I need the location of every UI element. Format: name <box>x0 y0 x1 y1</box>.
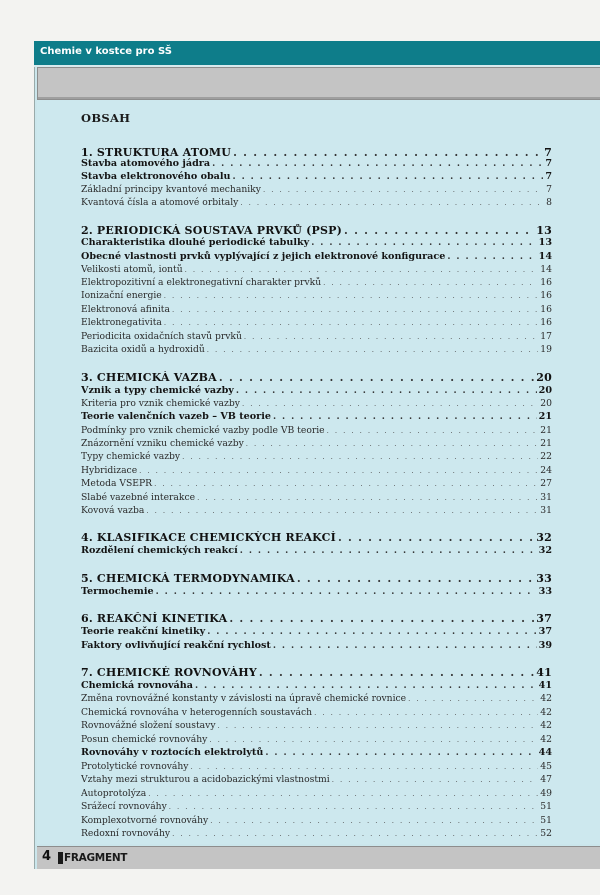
toc-entry-label: Kvantová čísla a atomové orbitaly <box>81 197 239 208</box>
toc-entry <box>81 264 552 278</box>
toc-entry-page: 16 <box>540 317 552 328</box>
toc-entry-label: 4. KLASIFIKACE CHEMICKÝCH REAKCÍ <box>81 531 336 544</box>
toc-entry-label: Vztahy mezi strukturou a acidobazickými vlastnostmi <box>81 774 330 785</box>
toc-entry-page: 44 <box>538 747 552 758</box>
toc-entry-label: Obecné vlastnosti prvků vyplývající z jejich elektronové konfigurace <box>81 251 446 262</box>
toc-entry-label: Chemická rovnováha <box>81 680 193 691</box>
toc-entry-label: Změna rovnovážné konstanty v závislosti na úpravě chemické rovnice <box>81 693 407 704</box>
toc-entry <box>81 666 552 680</box>
toc-entry-label: Vznik a typy chemické vazby <box>81 385 234 396</box>
toc-entry <box>81 505 552 519</box>
toc-entry-page: 20 <box>538 385 552 396</box>
toc-entry-page: 27 <box>540 478 552 489</box>
toc-leader-dots <box>146 507 538 515</box>
toc-entry-page: 7 <box>545 171 552 182</box>
toc-entry-page: 24 <box>540 465 552 476</box>
toc-entry <box>81 828 552 842</box>
toc-leader-dots <box>191 763 539 771</box>
toc-entry-page: 22 <box>540 451 552 462</box>
toc-entry-label: Podmínky pro vznik chemické vazby podle VB teorie <box>81 425 325 436</box>
toc-leader-dots <box>218 722 539 730</box>
toc-entry <box>81 197 552 211</box>
toc-entry <box>81 451 552 465</box>
toc-entry-label: 2. PERIODICKÁ SOUSTAVA PRVKŮ (PSP) <box>81 224 343 237</box>
toc-entry-page: 41 <box>536 666 552 679</box>
toc-leader-dots <box>242 400 538 408</box>
toc-entry <box>81 425 552 439</box>
toc-entry-label: Charakteristika dlouhé periodické tabulky <box>81 237 310 248</box>
toc-entry-page: 49 <box>540 788 552 799</box>
toc-leader-dots <box>169 803 539 811</box>
toc-entry-label: Kovová vazba <box>81 505 145 516</box>
toc-leader-dots <box>297 572 534 585</box>
toc-entry-page: 13 <box>538 237 552 248</box>
toc-leader-dots <box>327 427 539 435</box>
toc-entry-page: 21 <box>540 438 552 449</box>
toc-entry <box>81 612 552 626</box>
toc-leader-dots <box>139 467 538 475</box>
toc-entry-page: 16 <box>540 277 552 288</box>
publisher-logo-text: FRAGMENT <box>64 852 128 864</box>
toc-entry-label: Metoda VSEPR <box>81 478 153 489</box>
toc-entry-label: Rovnováhy v roztocích elektrolytů <box>81 747 264 758</box>
toc-entry-label: Srážecí rovnováhy <box>81 801 167 812</box>
toc-entry <box>81 720 552 734</box>
toc-entry-label: 6. REAKČNÍ KINETIKA <box>81 612 228 625</box>
toc-leader-dots <box>311 238 536 248</box>
toc-title: OBSAH <box>81 111 131 125</box>
toc-entry-page: 7 <box>545 158 552 169</box>
toc-entry-page: 19 <box>540 344 552 355</box>
toc-entry-label: 7. CHEMICKÉ ROVNOVÁHY <box>81 666 257 679</box>
toc-entry <box>81 492 552 506</box>
toc-entry <box>81 545 552 559</box>
toc-entry <box>81 331 552 345</box>
toc-entry-page: 42 <box>540 720 552 731</box>
toc-entry-label: Komplexotvorné rovnováhy <box>81 815 209 826</box>
toc-entry-label: Typy chemické vazby <box>81 451 181 462</box>
toc-leader-dots <box>233 172 544 182</box>
publisher-logo-mark <box>58 852 63 864</box>
toc-entry <box>81 531 552 545</box>
toc-leader-dots <box>244 333 538 341</box>
toc-leader-dots <box>210 817 538 825</box>
toc-entry-label: Stavba atomového jádra <box>81 158 211 169</box>
toc-entry-label: Velikosti atomů, iontů <box>81 264 183 275</box>
book-title: Chemie v kostce pro SŠ <box>40 46 172 57</box>
toc-entry-label: Autoprotolýza <box>81 788 147 799</box>
toc-entry-label: 3. CHEMICKÁ VAZBA <box>81 371 217 384</box>
toc-entry <box>81 734 552 748</box>
toc-entry <box>81 680 552 694</box>
toc-entry-page: 47 <box>540 774 552 785</box>
toc-entry-label: Teorie valenčních vazeb – VB teorie <box>81 411 271 422</box>
toc-entry-page: 37 <box>536 612 552 625</box>
toc-entry-label: Protolytické rovnováhy <box>81 761 189 772</box>
toc-entry <box>81 290 552 304</box>
toc-leader-dots <box>156 587 537 597</box>
toc-leader-dots <box>154 480 538 488</box>
toc-entry-page: 16 <box>540 290 552 301</box>
toc-leader-dots <box>240 546 537 556</box>
toc-leader-dots <box>207 346 539 354</box>
toc-entry <box>81 801 552 815</box>
toc-entry-page: 33 <box>538 586 552 597</box>
toc-entry-page: 13 <box>536 224 552 237</box>
toc-entry-label: Kriteria pro vznik chemické vazby <box>81 398 240 409</box>
toc-entry-page: 33 <box>536 572 552 585</box>
toc-leader-dots <box>447 252 536 262</box>
toc-entry-page: 45 <box>540 761 552 772</box>
toc-entry <box>81 788 552 802</box>
toc-entry-page: 21 <box>540 425 552 436</box>
toc-entry <box>81 251 552 265</box>
toc-entry-page: 32 <box>538 545 552 556</box>
toc-entry-label: Bazicita oxidů a hydroxidů <box>81 344 205 355</box>
toc-leader-dots <box>195 681 537 691</box>
toc-entry <box>81 438 552 452</box>
toc-entry <box>81 572 552 586</box>
toc-entry <box>81 277 552 291</box>
toc-leader-dots <box>164 319 538 327</box>
toc-leader-dots <box>344 224 534 237</box>
toc-entry <box>81 304 552 318</box>
toc-leader-dots <box>273 412 537 422</box>
toc-leader-dots <box>263 186 544 194</box>
toc-entry <box>81 761 552 775</box>
toc-entry-label: Ionizační energie <box>81 290 162 301</box>
toc-entry <box>81 586 552 600</box>
toc-entry <box>81 465 552 479</box>
toc-entry-page: 20 <box>536 371 552 384</box>
toc-entry-label: Elektronová afinita <box>81 304 170 315</box>
toc-leader-dots <box>240 199 544 207</box>
toc-leader-dots <box>408 695 538 703</box>
toc-entry-page: 42 <box>540 707 552 718</box>
toc-entry-page: 7 <box>544 146 552 159</box>
toc-entry-page: 16 <box>540 304 552 315</box>
toc-entry-label: Faktory ovlivňující reakční rychlost <box>81 640 271 651</box>
toc-entry-label: Redoxní rovnováhy <box>81 828 171 839</box>
toc-leader-dots <box>338 531 534 544</box>
toc-leader-dots <box>212 159 543 169</box>
toc-leader-dots <box>197 494 538 502</box>
toc-entry <box>81 371 552 385</box>
toc-leader-dots <box>182 453 538 461</box>
toc-entry <box>81 626 552 640</box>
toc-entry <box>81 774 552 788</box>
toc-leader-dots <box>273 641 537 651</box>
toc-leader-dots <box>323 279 538 287</box>
toc-entry-label: Posun chemické rovnováhy <box>81 734 208 745</box>
toc-entry-page: 17 <box>540 331 552 342</box>
toc-entry <box>81 707 552 721</box>
toc-entry-label: Rozdělení chemických reakcí <box>81 545 238 556</box>
toc-entry <box>81 747 552 761</box>
toc-entry-page: 14 <box>538 251 552 262</box>
toc-entry-page: 39 <box>538 640 552 651</box>
page-number: 4 <box>42 849 52 864</box>
toc-entry <box>81 317 552 331</box>
toc-leader-dots <box>332 776 539 784</box>
toc-entry-page: 51 <box>540 815 552 826</box>
toc-entry-page: 42 <box>540 734 552 745</box>
toc-entry-page: 20 <box>540 398 552 409</box>
toc-leader-dots <box>209 736 538 744</box>
toc-leader-dots <box>259 666 534 679</box>
toc-entry-label: Znázornění vzniku chemické vazby <box>81 438 244 449</box>
toc-entry-label: Hybridizace <box>81 465 138 476</box>
toc-entry-page: 32 <box>536 531 552 544</box>
toc-entry <box>81 158 552 172</box>
toc-entry-label: Rovnovážné složení soustavy <box>81 720 216 731</box>
toc-entry-label: Slabé vazebné interakce <box>81 492 196 503</box>
toc-entry-label: Termochemie <box>81 586 154 597</box>
toc-entry-page: 41 <box>538 680 552 691</box>
toc-leader-dots <box>246 440 539 448</box>
toc-entry-label: Stavba elektronového obalu <box>81 171 231 182</box>
toc-entry-label: Elektropozitivní a elektronegativní charakter prvků <box>81 277 322 288</box>
toc-leader-dots <box>164 292 539 300</box>
toc-entry-page: 31 <box>540 492 552 503</box>
toc-leader-dots <box>229 612 534 625</box>
toc-leader-dots <box>265 748 536 758</box>
toc-entry <box>81 184 552 198</box>
toc-leader-dots <box>219 371 534 384</box>
toc-leader-dots <box>172 830 538 838</box>
toc-entry-label: 5. CHEMICKÁ TERMODYNAMIKA <box>81 572 295 585</box>
toc-entry-page: 14 <box>540 264 552 275</box>
toc-leader-dots <box>172 306 538 314</box>
toc-entry-label: Chemická rovnováha v heterogenních soustavách <box>81 707 313 718</box>
toc-entry-page: 8 <box>546 197 552 208</box>
toc-entry-page: 31 <box>540 505 552 516</box>
toc-entry <box>81 385 552 399</box>
toc-entry-page: 37 <box>538 626 552 637</box>
toc-leader-dots <box>148 790 538 798</box>
toc-entry <box>81 478 552 492</box>
toc-entry-label: Základní principy kvantové mechaniky <box>81 184 261 195</box>
toc-entry <box>81 398 552 412</box>
toc-leader-dots <box>207 627 536 637</box>
toc-entry-page: 51 <box>540 801 552 812</box>
publisher-logo <box>58 851 127 865</box>
toc-entry-label: Teorie reakční kinetiky <box>81 626 206 637</box>
toc-leader-dots <box>185 266 539 274</box>
toc-entry-page: 42 <box>540 693 552 704</box>
toc-entry-label: Elektronegativita <box>81 317 162 328</box>
toc-entry-page: 7 <box>546 184 552 195</box>
toc-entry <box>81 640 552 654</box>
toc-entry-page: 21 <box>538 411 552 422</box>
toc-entry <box>81 224 552 238</box>
toc-entry <box>81 237 552 251</box>
toc-entry-label: Periodicita oxidačních stavů prvků <box>81 331 242 342</box>
toc-entry-label: 1. STRUKTURA ATOMU <box>81 146 232 159</box>
toc-entry <box>81 411 552 425</box>
toc-entry <box>81 693 552 707</box>
toc-entry-page: 52 <box>540 828 552 839</box>
toc-leader-dots <box>236 386 537 396</box>
toc-entry <box>81 815 552 829</box>
toc-entry <box>81 171 552 185</box>
toc-leader-dots <box>314 709 538 717</box>
toc-entry <box>81 344 552 358</box>
